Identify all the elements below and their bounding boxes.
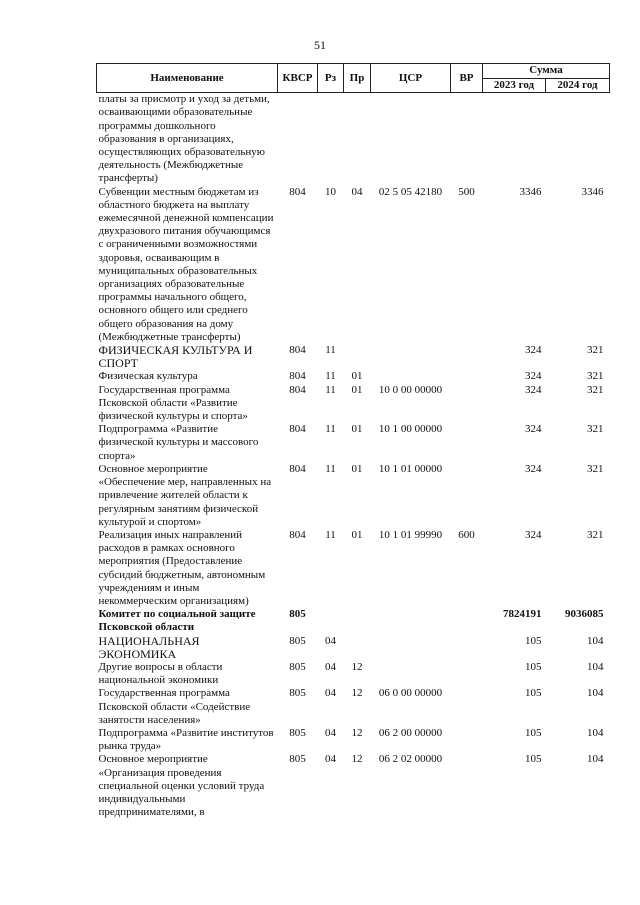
cell-csr <box>371 661 451 687</box>
header-year-2024: 2024 год <box>546 79 610 93</box>
cell-kvsr: 805 <box>289 634 306 647</box>
cell-sum-2024: 321 <box>587 370 604 383</box>
cell-vr <box>451 635 483 661</box>
header-name: Наименование <box>97 64 278 93</box>
cell-sum-2024: 104 <box>587 687 604 700</box>
cell-rz: 04 <box>325 660 336 673</box>
cell-csr: 10 0 00 00000 <box>378 383 443 396</box>
cell-sum-2024: 104 <box>587 726 604 739</box>
cell-csr: 10 1 01 00000 <box>378 462 443 475</box>
cell-pr: 12 <box>351 753 363 766</box>
cell-vr <box>451 661 483 687</box>
cell-name: Государственная программа Псковской области «Содействие занятости населения» <box>98 687 251 726</box>
cell-vr <box>451 370 483 383</box>
cell-kvsr <box>278 93 318 186</box>
budget-table <box>96 63 610 819</box>
cell-rz: 04 <box>325 726 336 739</box>
cell-vr <box>451 423 483 463</box>
table-row <box>97 635 610 661</box>
header-year-2023: 2023 год <box>483 79 546 93</box>
table-row <box>97 423 610 463</box>
cell-vr <box>451 463 483 529</box>
cell-name: Комитет по социальной защите Псковской области <box>98 608 256 634</box>
page-number: 51 <box>314 38 326 52</box>
cell-pr: 01 <box>351 383 363 396</box>
header-sum: Сумма <box>483 64 610 79</box>
table-row <box>97 608 610 634</box>
cell-csr: 10 1 01 99990 <box>378 528 443 541</box>
cell-pr: 01 <box>351 370 363 383</box>
cell-kvsr: 804 <box>289 185 306 198</box>
cell-name: платы за присмотр и уход за детьми, осваивающими образовательные программы дошкольного образования в организациях, осуществляющих образовательную деятельность (Межбюджетные трансферты) <box>98 93 270 185</box>
cell-sum-2024: 104 <box>587 634 604 647</box>
cell-csr: 06 0 00 00000 <box>378 687 443 700</box>
cell-pr <box>344 344 371 370</box>
cell-csr: 02 5 05 42180 <box>378 185 443 198</box>
cell-pr <box>344 608 371 634</box>
cell-name: Подпрограмма «Развитие физической культуры и массового спорта» <box>98 423 259 462</box>
table-row <box>97 370 610 383</box>
cell-sum-2023: 3346 <box>519 185 542 198</box>
cell-name: Субвенции местным бюджетам из областного бюджета на выплату ежемесячной денежной компенсации двухразового питания обучающимся с ограниченными возможностями здоровья, осваивающим в муниципальных образовательных организациях образовательные программы начального общего, основного общего или среднего общего образования на дому (Межбюджетные трансферты) <box>98 185 274 343</box>
cell-rz: 11 <box>325 344 336 357</box>
cell-sum-2024: 321 <box>587 462 604 475</box>
cell-kvsr: 804 <box>289 462 306 475</box>
cell-kvsr: 805 <box>289 687 306 700</box>
table-row <box>97 93 610 186</box>
cell-csr <box>371 93 451 186</box>
header-kvsr: КВСР <box>278 64 318 93</box>
cell-sum-2024: 9036085 <box>565 608 604 621</box>
cell-pr: 12 <box>351 660 363 673</box>
cell-rz <box>318 608 344 634</box>
cell-sum-2023: 324 <box>525 370 542 383</box>
cell-sum-2024: 321 <box>587 528 604 541</box>
table-row <box>97 344 610 370</box>
cell-pr: 01 <box>351 462 363 475</box>
header-rz: Рз <box>318 64 344 93</box>
table-row <box>97 463 610 529</box>
cell-rz: 04 <box>325 634 336 647</box>
cell-kvsr: 805 <box>289 660 306 673</box>
cell-name: Подпрограмма «Развитие институтов рынка труда» <box>98 726 274 753</box>
cell-name: Реализация иных направлений расходов в рамках основного мероприятия (Предоставление субсидий бюджетным, автономным учреждениям и иным некоммерческим организациям) <box>98 528 266 607</box>
cell-sum-2023: 105 <box>525 634 542 647</box>
cell-sum-2023: 324 <box>525 344 542 357</box>
cell-vr <box>451 727 483 753</box>
cell-sum-2023: 324 <box>525 383 542 396</box>
cell-vr <box>451 344 483 370</box>
cell-csr <box>371 608 451 634</box>
cell-sum-2023: 324 <box>525 462 542 475</box>
table-body <box>97 93 610 820</box>
cell-rz: 11 <box>325 383 336 396</box>
cell-csr: 10 1 00 00000 <box>378 423 443 436</box>
cell-kvsr: 805 <box>289 726 306 739</box>
cell-sum-2023: 105 <box>525 687 542 700</box>
table-row <box>97 687 610 727</box>
cell-sum-2024: 321 <box>587 423 604 436</box>
cell-pr: 01 <box>351 528 363 541</box>
table-row <box>97 384 610 424</box>
cell-sum-2024: 104 <box>587 660 604 673</box>
cell-kvsr: 804 <box>289 370 306 383</box>
cell-rz: 11 <box>325 528 336 541</box>
cell-name: НАЦИОНАЛЬНАЯ ЭКОНОМИКА <box>98 633 200 661</box>
cell-sum-2024: 3346 <box>581 185 604 198</box>
cell-rz: 10 <box>325 185 336 198</box>
cell-rz: 04 <box>325 687 336 700</box>
cell-pr <box>344 93 371 186</box>
cell-sum-2023: 105 <box>525 753 542 766</box>
cell-sum-2023 <box>483 93 546 186</box>
cell-vr <box>451 384 483 424</box>
cell-rz: 11 <box>325 370 336 383</box>
cell-csr: 06 2 00 00000 <box>378 726 443 739</box>
cell-name: Основное мероприятие «Обеспечение мер, направленных на привлечение жителей области к регулярным занятиям физической культурой и спортом» <box>98 462 272 528</box>
cell-sum-2024 <box>546 93 610 186</box>
cell-pr: 01 <box>351 423 363 436</box>
cell-kvsr: 805 <box>289 608 306 621</box>
cell-rz: 11 <box>325 423 336 436</box>
cell-vr: 500 <box>458 185 475 198</box>
cell-name: ФИЗИЧЕСКАЯ КУЛЬТУРА И СПОРТ <box>98 343 253 371</box>
header-csr: ЦСР <box>371 64 451 93</box>
header-vr: ВР <box>451 64 483 93</box>
cell-kvsr: 804 <box>289 423 306 436</box>
cell-sum-2023: 105 <box>525 726 542 739</box>
table-row <box>97 529 610 608</box>
header-pr: Пр <box>344 64 371 93</box>
cell-pr: 12 <box>351 687 363 700</box>
cell-kvsr: 805 <box>289 753 306 766</box>
cell-sum-2024: 104 <box>587 753 604 766</box>
cell-vr <box>451 687 483 727</box>
cell-kvsr: 804 <box>289 528 306 541</box>
cell-vr: 600 <box>458 528 475 541</box>
cell-sum-2023: 324 <box>525 423 542 436</box>
cell-name: Физическая культура <box>98 370 198 383</box>
cell-sum-2023: 324 <box>525 528 542 541</box>
table-row <box>97 753 610 819</box>
cell-vr <box>451 753 483 819</box>
cell-sum-2023: 105 <box>525 660 542 673</box>
table-header <box>97 64 610 93</box>
cell-kvsr: 804 <box>289 383 306 396</box>
cell-vr <box>451 608 483 634</box>
cell-rz: 11 <box>325 462 336 475</box>
cell-pr <box>344 635 371 661</box>
cell-csr <box>371 344 451 370</box>
cell-vr <box>451 93 483 186</box>
table-row <box>97 661 610 687</box>
cell-csr <box>371 370 451 383</box>
cell-sum-2023: 7824191 <box>503 608 542 621</box>
cell-name: Другие вопросы в области национальной экономики <box>98 660 223 687</box>
cell-csr: 06 2 02 00000 <box>378 753 443 766</box>
cell-rz <box>318 93 344 186</box>
cell-name: Государственная программа Псковской области «Развитие физической культуры и спорта» <box>98 383 248 423</box>
cell-kvsr: 804 <box>289 344 306 357</box>
cell-csr <box>371 635 451 661</box>
cell-sum-2024: 321 <box>587 383 604 396</box>
cell-name: Основное мероприятие «Организация проведения специальной оценки условий труда индивидуальными предпринимателями, в <box>98 753 265 819</box>
cell-pr: 12 <box>351 726 363 739</box>
cell-rz: 04 <box>325 753 336 766</box>
cell-sum-2024: 321 <box>587 344 604 357</box>
table-row <box>97 727 610 753</box>
table-row <box>97 186 610 344</box>
cell-pr: 04 <box>351 185 363 198</box>
